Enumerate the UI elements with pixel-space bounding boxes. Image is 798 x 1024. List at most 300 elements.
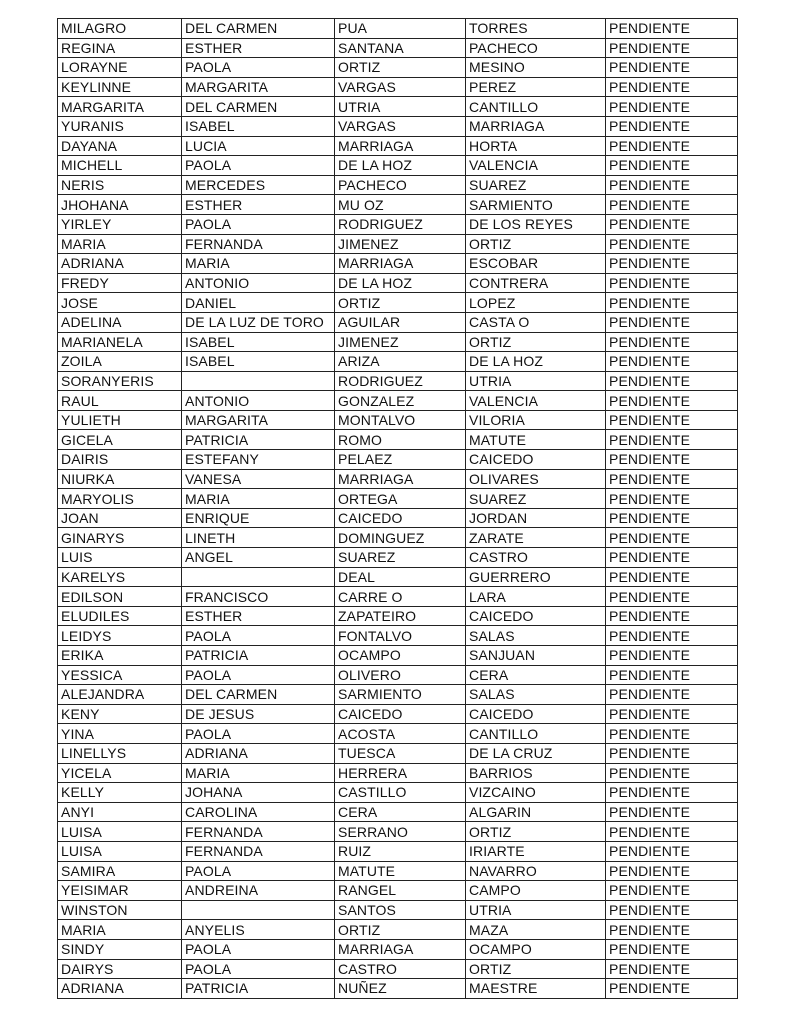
first-surname-cell: PUA [335,19,466,39]
second-surname-cell: ORTIZ [466,822,606,842]
table-row [58,704,738,724]
first-surname-cell: UTRIA [335,97,466,117]
table-row [58,548,738,568]
second-name-cell: ADRIANA [182,743,335,763]
second-surname-cell: IRIARTE [466,841,606,861]
second-name-cell: ANTONIO [182,273,335,293]
table-row [58,97,738,117]
table-row [58,332,738,352]
table-row [58,175,738,195]
table-row [58,312,738,332]
second-surname-cell: SANJUAN [466,646,606,666]
table-row [58,58,738,78]
second-name-cell: MARGARITA [182,410,335,430]
table-row [58,489,738,509]
second-name-cell: JOHANA [182,783,335,803]
second-surname-cell: CAICEDO [466,606,606,626]
first-surname-cell: CAICEDO [335,704,466,724]
table-row [58,920,738,940]
status-cell: PENDIENTE [606,802,738,822]
first-surname-cell: DE LA HOZ [335,156,466,176]
table-row [58,195,738,215]
second-name-cell: LUCIA [182,136,335,156]
table-row [58,430,738,450]
first-surname-cell: CAICEDO [335,508,466,528]
status-cell: PENDIENTE [606,195,738,215]
first-surname-cell: HERRERA [335,763,466,783]
status-cell: PENDIENTE [606,489,738,509]
table-row [58,410,738,430]
first-name-cell: GICELA [58,430,182,450]
second-surname-cell: DE LA HOZ [466,352,606,372]
first-name-cell: DAIRYS [58,959,182,979]
second-name-cell: PATRICIA [182,430,335,450]
second-name-cell: ISABEL [182,116,335,136]
first-surname-cell: GONZALEZ [335,391,466,411]
status-cell: PENDIENTE [606,38,738,58]
second-name-cell: PAOLA [182,939,335,959]
second-name-cell: MARIA [182,254,335,274]
first-surname-cell: FONTALVO [335,626,466,646]
second-name-cell: ESTEFANY [182,450,335,470]
second-name-cell [182,371,335,391]
second-surname-cell: ORTIZ [466,959,606,979]
table-row [58,900,738,920]
second-name-cell: PAOLA [182,861,335,881]
second-surname-cell: VALENCIA [466,156,606,176]
second-name-cell: PAOLA [182,156,335,176]
status-cell: PENDIENTE [606,587,738,607]
first-surname-cell: MARRIAGA [335,469,466,489]
second-surname-cell: BARRIOS [466,763,606,783]
status-cell: PENDIENTE [606,841,738,861]
second-surname-cell: MARRIAGA [466,116,606,136]
table-row [58,861,738,881]
first-name-cell: MARIANELA [58,332,182,352]
second-name-cell: PATRICIA [182,646,335,666]
status-cell: PENDIENTE [606,254,738,274]
first-name-cell: MARYOLIS [58,489,182,509]
first-name-cell: JHOHANA [58,195,182,215]
first-surname-cell: ARIZA [335,352,466,372]
second-surname-cell: CAICEDO [466,450,606,470]
second-surname-cell: OLIVARES [466,469,606,489]
second-name-cell: ANTONIO [182,391,335,411]
status-cell: PENDIENTE [606,116,738,136]
first-surname-cell: AGUILAR [335,312,466,332]
first-surname-cell: SARMIENTO [335,685,466,705]
records-table [57,18,738,999]
table-row [58,783,738,803]
table-row [58,214,738,234]
status-cell: PENDIENTE [606,646,738,666]
first-surname-cell: DE LA HOZ [335,273,466,293]
first-name-cell: RAUL [58,391,182,411]
table-row [58,822,738,842]
first-surname-cell: SUAREZ [335,548,466,568]
status-cell: PENDIENTE [606,822,738,842]
status-cell: PENDIENTE [606,685,738,705]
second-name-cell: FERNANDA [182,234,335,254]
status-cell: PENDIENTE [606,312,738,332]
second-surname-cell: ESCOBAR [466,254,606,274]
status-cell: PENDIENTE [606,430,738,450]
second-surname-cell: CONTRERA [466,273,606,293]
first-name-cell: LORAYNE [58,58,182,78]
second-name-cell: PAOLA [182,214,335,234]
second-name-cell [182,567,335,587]
first-name-cell: ELUDILES [58,606,182,626]
first-surname-cell: ORTEGA [335,489,466,509]
first-name-cell: SORANYERIS [58,371,182,391]
table-row [58,881,738,901]
table-row [58,979,738,999]
second-name-cell: PAOLA [182,959,335,979]
first-surname-cell: ORTIZ [335,920,466,940]
status-cell: PENDIENTE [606,273,738,293]
status-cell: PENDIENTE [606,704,738,724]
second-name-cell: ANGEL [182,548,335,568]
first-name-cell: EDILSON [58,587,182,607]
first-name-cell: ANYI [58,802,182,822]
table-row [58,371,738,391]
first-name-cell: NERIS [58,175,182,195]
second-name-cell: LINETH [182,528,335,548]
first-surname-cell: MARRIAGA [335,136,466,156]
first-name-cell: MARGARITA [58,97,182,117]
first-surname-cell: DOMINGUEZ [335,528,466,548]
table-row [58,567,738,587]
first-surname-cell: OLIVERO [335,665,466,685]
table-row [58,959,738,979]
table-row [58,352,738,372]
second-surname-cell: MAZA [466,920,606,940]
first-name-cell: LUISA [58,822,182,842]
second-name-cell: MARIA [182,489,335,509]
second-name-cell: MERCEDES [182,175,335,195]
status-cell: PENDIENTE [606,567,738,587]
first-surname-cell: CASTILLO [335,783,466,803]
second-surname-cell: PEREZ [466,77,606,97]
first-surname-cell: ORTIZ [335,58,466,78]
first-surname-cell: CASTRO [335,959,466,979]
status-cell: PENDIENTE [606,352,738,372]
table-row [58,665,738,685]
first-name-cell: KEYLINNE [58,77,182,97]
second-surname-cell: SUAREZ [466,489,606,509]
status-cell: PENDIENTE [606,58,738,78]
status-cell: PENDIENTE [606,469,738,489]
table-row [58,38,738,58]
second-surname-cell: HORTA [466,136,606,156]
second-surname-cell: ALGARIN [466,802,606,822]
status-cell: PENDIENTE [606,19,738,39]
table-row [58,508,738,528]
status-cell: PENDIENTE [606,410,738,430]
second-name-cell: DE LA LUZ DE TORO [182,312,335,332]
second-name-cell: FERNANDA [182,841,335,861]
second-name-cell: PAOLA [182,626,335,646]
second-surname-cell: ZARATE [466,528,606,548]
second-surname-cell: CANTILLO [466,724,606,744]
second-surname-cell: VILORIA [466,410,606,430]
second-surname-cell: GUERRERO [466,567,606,587]
table-row [58,939,738,959]
first-surname-cell: RODRIGUEZ [335,371,466,391]
status-cell: PENDIENTE [606,528,738,548]
second-name-cell: ANDREINA [182,881,335,901]
status-cell: PENDIENTE [606,881,738,901]
first-name-cell: YURANIS [58,116,182,136]
first-name-cell: REGINA [58,38,182,58]
first-surname-cell: PELAEZ [335,450,466,470]
first-name-cell: GINARYS [58,528,182,548]
table-row [58,802,738,822]
table-row [58,606,738,626]
table-row [58,156,738,176]
table-row [58,743,738,763]
second-surname-cell: CAMPO [466,881,606,901]
second-name-cell: DEL CARMEN [182,97,335,117]
first-surname-cell: SANTOS [335,900,466,920]
second-surname-cell: DE LOS REYES [466,214,606,234]
first-name-cell: NIURKA [58,469,182,489]
second-name-cell: ENRIQUE [182,508,335,528]
first-surname-cell: ZAPATEIRO [335,606,466,626]
first-surname-cell: SERRANO [335,822,466,842]
first-name-cell: LEIDYS [58,626,182,646]
first-name-cell: YULIETH [58,410,182,430]
first-name-cell: WINSTON [58,900,182,920]
first-name-cell: SAMIRA [58,861,182,881]
status-cell: PENDIENTE [606,920,738,940]
table-row [58,293,738,313]
first-name-cell: KENY [58,704,182,724]
second-name-cell: PATRICIA [182,979,335,999]
second-surname-cell: SUAREZ [466,175,606,195]
first-surname-cell: CARRE O [335,587,466,607]
second-name-cell: CAROLINA [182,802,335,822]
second-name-cell: DEL CARMEN [182,685,335,705]
first-name-cell: MARIA [58,920,182,940]
first-name-cell: ADRIANA [58,254,182,274]
second-surname-cell: LARA [466,587,606,607]
first-name-cell: JOSE [58,293,182,313]
second-surname-cell: LOPEZ [466,293,606,313]
second-surname-cell: SARMIENTO [466,195,606,215]
second-surname-cell: JORDAN [466,508,606,528]
status-cell: PENDIENTE [606,606,738,626]
second-name-cell: ANYELIS [182,920,335,940]
second-surname-cell: UTRIA [466,900,606,920]
second-name-cell: PAOLA [182,58,335,78]
table-row [58,77,738,97]
second-name-cell: ISABEL [182,352,335,372]
table-row [58,469,738,489]
first-surname-cell: CERA [335,802,466,822]
first-name-cell: ERIKA [58,646,182,666]
status-cell: PENDIENTE [606,391,738,411]
first-name-cell: YIRLEY [58,214,182,234]
status-cell: PENDIENTE [606,783,738,803]
table-row [58,254,738,274]
first-surname-cell: JIMENEZ [335,234,466,254]
table-row [58,391,738,411]
status-cell: PENDIENTE [606,959,738,979]
first-surname-cell: SANTANA [335,38,466,58]
second-surname-cell: NAVARRO [466,861,606,881]
table-row [58,136,738,156]
first-surname-cell: JIMENEZ [335,332,466,352]
status-cell: PENDIENTE [606,665,738,685]
second-name-cell: MARGARITA [182,77,335,97]
first-surname-cell: RODRIGUEZ [335,214,466,234]
first-name-cell: YICELA [58,763,182,783]
second-surname-cell: ORTIZ [466,332,606,352]
first-name-cell: KELLY [58,783,182,803]
table-row [58,273,738,293]
status-cell: PENDIENTE [606,77,738,97]
second-surname-cell: VIZCAINO [466,783,606,803]
second-surname-cell: SALAS [466,685,606,705]
second-name-cell: ESTHER [182,195,335,215]
second-name-cell: PAOLA [182,724,335,744]
second-surname-cell: OCAMPO [466,939,606,959]
second-surname-cell: SALAS [466,626,606,646]
first-surname-cell: MU OZ [335,195,466,215]
status-cell: PENDIENTE [606,332,738,352]
status-cell: PENDIENTE [606,743,738,763]
table-row [58,724,738,744]
status-cell: PENDIENTE [606,97,738,117]
second-name-cell: MARIA [182,763,335,783]
status-cell: PENDIENTE [606,861,738,881]
status-cell: PENDIENTE [606,626,738,646]
first-name-cell: DAYANA [58,136,182,156]
second-name-cell: PAOLA [182,665,335,685]
first-surname-cell: RUIZ [335,841,466,861]
first-name-cell: ALEJANDRA [58,685,182,705]
second-name-cell: ESTHER [182,38,335,58]
second-surname-cell: CASTA O [466,312,606,332]
second-surname-cell: CASTRO [466,548,606,568]
first-name-cell: FREDY [58,273,182,293]
status-cell: PENDIENTE [606,371,738,391]
status-cell: PENDIENTE [606,293,738,313]
table-row [58,685,738,705]
table-row [58,763,738,783]
second-surname-cell: CERA [466,665,606,685]
status-cell: PENDIENTE [606,175,738,195]
first-name-cell: MICHELL [58,156,182,176]
second-name-cell: FERNANDA [182,822,335,842]
status-cell: PENDIENTE [606,214,738,234]
first-name-cell: LINELLYS [58,743,182,763]
status-cell: PENDIENTE [606,900,738,920]
second-surname-cell: TORRES [466,19,606,39]
second-surname-cell: VALENCIA [466,391,606,411]
first-name-cell: DAIRIS [58,450,182,470]
status-cell: PENDIENTE [606,156,738,176]
status-cell: PENDIENTE [606,508,738,528]
status-cell: PENDIENTE [606,724,738,744]
second-surname-cell: ORTIZ [466,234,606,254]
first-surname-cell: MONTALVO [335,410,466,430]
status-cell: PENDIENTE [606,763,738,783]
second-surname-cell: MAESTRE [466,979,606,999]
first-surname-cell: TUESCA [335,743,466,763]
first-name-cell: LUISA [58,841,182,861]
table-row [58,450,738,470]
first-surname-cell: PACHECO [335,175,466,195]
first-surname-cell: NUÑEZ [335,979,466,999]
status-cell: PENDIENTE [606,450,738,470]
table-row [58,19,738,39]
first-name-cell: YEISIMAR [58,881,182,901]
second-name-cell: ESTHER [182,606,335,626]
table-row [58,587,738,607]
second-name-cell: DEL CARMEN [182,19,335,39]
first-surname-cell: ACOSTA [335,724,466,744]
second-name-cell: ISABEL [182,332,335,352]
table-row [58,234,738,254]
first-name-cell: SINDY [58,939,182,959]
status-cell: PENDIENTE [606,979,738,999]
second-surname-cell: UTRIA [466,371,606,391]
second-surname-cell: PACHECO [466,38,606,58]
first-name-cell: LUIS [58,548,182,568]
first-name-cell: MILAGRO [58,19,182,39]
first-name-cell: YINA [58,724,182,744]
second-surname-cell: CAICEDO [466,704,606,724]
records-table-body [58,19,738,999]
second-name-cell: VANESA [182,469,335,489]
status-cell: PENDIENTE [606,136,738,156]
table-row [58,528,738,548]
second-surname-cell: DE LA CRUZ [466,743,606,763]
first-surname-cell: ROMO [335,430,466,450]
first-surname-cell: VARGAS [335,77,466,97]
first-surname-cell: RANGEL [335,881,466,901]
second-name-cell: FRANCISCO [182,587,335,607]
first-surname-cell: VARGAS [335,116,466,136]
first-surname-cell: OCAMPO [335,646,466,666]
second-name-cell: DE JESUS [182,704,335,724]
first-surname-cell: ORTIZ [335,293,466,313]
first-surname-cell: MATUTE [335,861,466,881]
first-name-cell: YESSICA [58,665,182,685]
table-row [58,626,738,646]
second-name-cell: DANIEL [182,293,335,313]
first-name-cell: JOAN [58,508,182,528]
first-surname-cell: DEAL [335,567,466,587]
status-cell: PENDIENTE [606,939,738,959]
second-surname-cell: MESINO [466,58,606,78]
table-row [58,646,738,666]
first-name-cell: ADELINA [58,312,182,332]
first-name-cell: ZOILA [58,352,182,372]
first-name-cell: KARELYS [58,567,182,587]
second-surname-cell: MATUTE [466,430,606,450]
first-name-cell: MARIA [58,234,182,254]
table-row [58,841,738,861]
status-cell: PENDIENTE [606,234,738,254]
first-name-cell: ADRIANA [58,979,182,999]
second-name-cell [182,900,335,920]
second-surname-cell: CANTILLO [466,97,606,117]
first-surname-cell: MARRIAGA [335,939,466,959]
table-row [58,116,738,136]
